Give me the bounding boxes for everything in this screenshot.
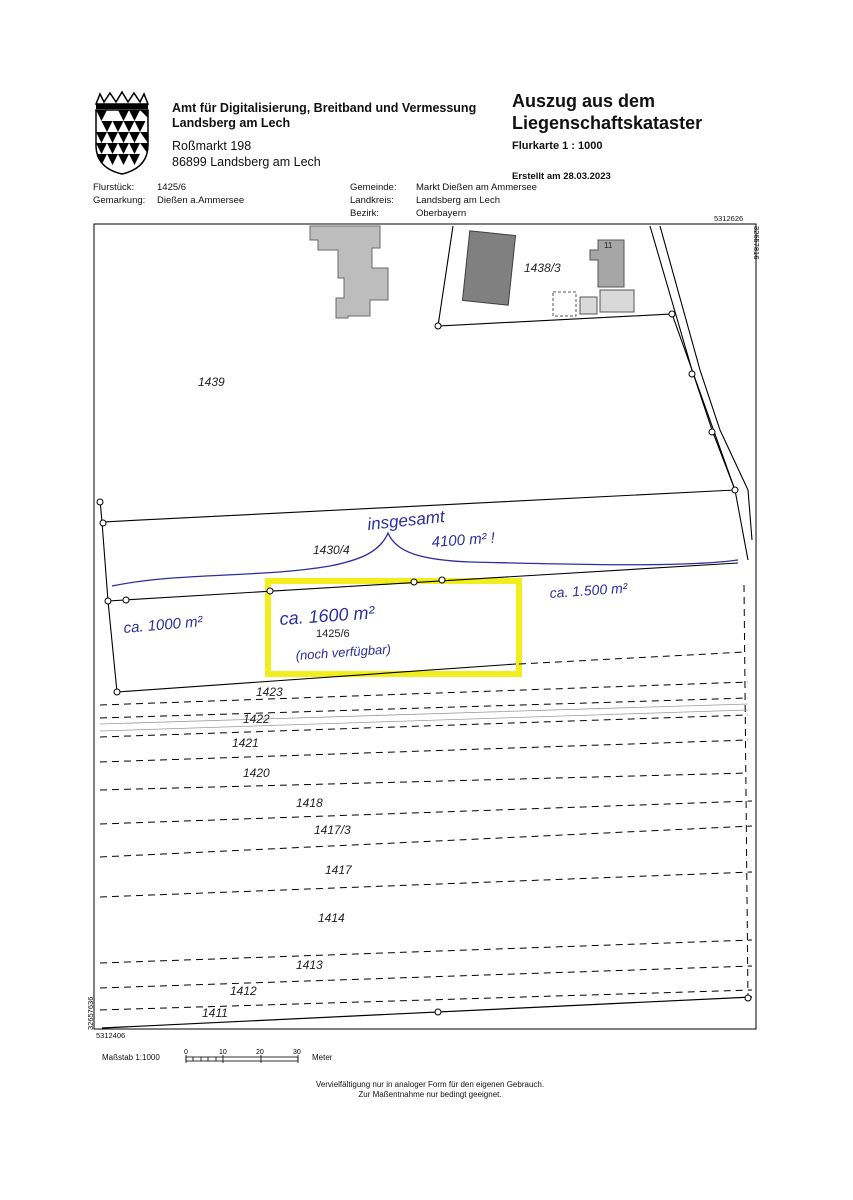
parcel-1414: 1414 <box>318 911 345 925</box>
bezirk-label: Bezirk: <box>350 208 380 219</box>
handwritten-center-note: (noch verfügbar) <box>295 641 392 663</box>
scale-tick-0: 0 <box>184 1049 188 1056</box>
bezirk-value: Oberbayern <box>416 208 467 219</box>
flurstueck-label: Flurstück: <box>93 182 135 193</box>
coord-top-right-east: 32657816 <box>752 226 761 260</box>
parcel-1430-4: 1430/4 <box>313 543 350 557</box>
parcel-1438-3: 1438/3 <box>524 261 561 275</box>
building-number-11: 11 <box>604 241 613 250</box>
parcel-1413: 1413 <box>296 958 323 972</box>
building-small-1 <box>553 292 576 316</box>
map-scale-title: Flurkarte 1 : 1000 <box>512 140 603 152</box>
landkreis-label: Landkreis: <box>350 195 394 206</box>
handwritten-total-line-1: insgesamt <box>366 506 446 534</box>
parcel-1418: 1418 <box>296 796 323 810</box>
parcel-1423: 1423 <box>256 685 283 699</box>
handwritten-total-line-2: 4100 m² ! <box>431 529 496 551</box>
building-dark <box>462 231 515 305</box>
flurstueck-value: 1425/6 <box>157 182 187 193</box>
parcel-1425-6: 1425/6 <box>316 628 350 640</box>
parcel-1420: 1420 <box>243 766 270 780</box>
footer-line-2: Zur Maßentnahme nur bedingt geeignet. <box>358 1090 502 1099</box>
coord-bottom-left-north: 5312406 <box>96 1031 126 1040</box>
coord-bottom-left-east: 32657636 <box>86 996 95 1030</box>
building-small-2 <box>580 297 597 314</box>
handwritten-center-area: ca. 1600 m² <box>278 602 376 629</box>
handwritten-right-area: ca. 1.500 m² <box>549 579 628 601</box>
gemeinde-label: Gemeinde: <box>350 182 397 193</box>
building-west <box>310 226 388 318</box>
gemeinde-value: Markt Dießen am Ammersee <box>416 182 537 193</box>
scale-label: Maßstab 1:1000 <box>102 1053 160 1062</box>
created-date: Erstellt am 28.03.2023 <box>512 171 611 182</box>
parcel-1412: 1412 <box>230 984 257 998</box>
parcel-1422: 1422 <box>243 712 270 726</box>
gemarkung-value: Dießen a.Ammersee <box>157 195 245 206</box>
coord-top-right-north: 5312626 <box>714 214 744 223</box>
office-line-1: Amt für Digitalisierung, Breitband und Vermessung <box>172 101 477 115</box>
parcel-1417: 1417 <box>325 863 352 877</box>
office-city: 86899 Landsberg am Lech <box>172 155 321 169</box>
parcel-1421: 1421 <box>232 736 259 750</box>
parcel-1417-3: 1417/3 <box>314 823 351 837</box>
landkreis-value: Landsberg am Lech <box>416 195 500 206</box>
document-title-line-2: Liegenschaftskataster <box>512 113 703 133</box>
scale-bar <box>186 1055 298 1063</box>
document-title-line-1: Auszug aus dem <box>512 91 656 111</box>
building-small-3 <box>600 290 634 312</box>
parcel-1411: 1411 <box>202 1006 228 1020</box>
scale-tick-20: 20 <box>256 1049 264 1056</box>
scale-unit: Meter <box>312 1053 333 1062</box>
handwritten-left-area: ca. 1000 m² <box>122 613 204 637</box>
gemarkung-label: Gemarkung: <box>93 195 146 206</box>
scale-tick-10: 10 <box>219 1049 227 1056</box>
parcel-1439: 1439 <box>198 375 225 389</box>
scale-tick-30: 30 <box>293 1049 301 1056</box>
office-line-2: Landsberg am Lech <box>172 116 291 130</box>
office-street: Roßmarkt 198 <box>172 139 252 153</box>
footer-note <box>250 1080 610 1100</box>
footer-line-1: Vervielfältigung nur in analoger Form für den eigenen Gebrauch. <box>315 1080 545 1089</box>
